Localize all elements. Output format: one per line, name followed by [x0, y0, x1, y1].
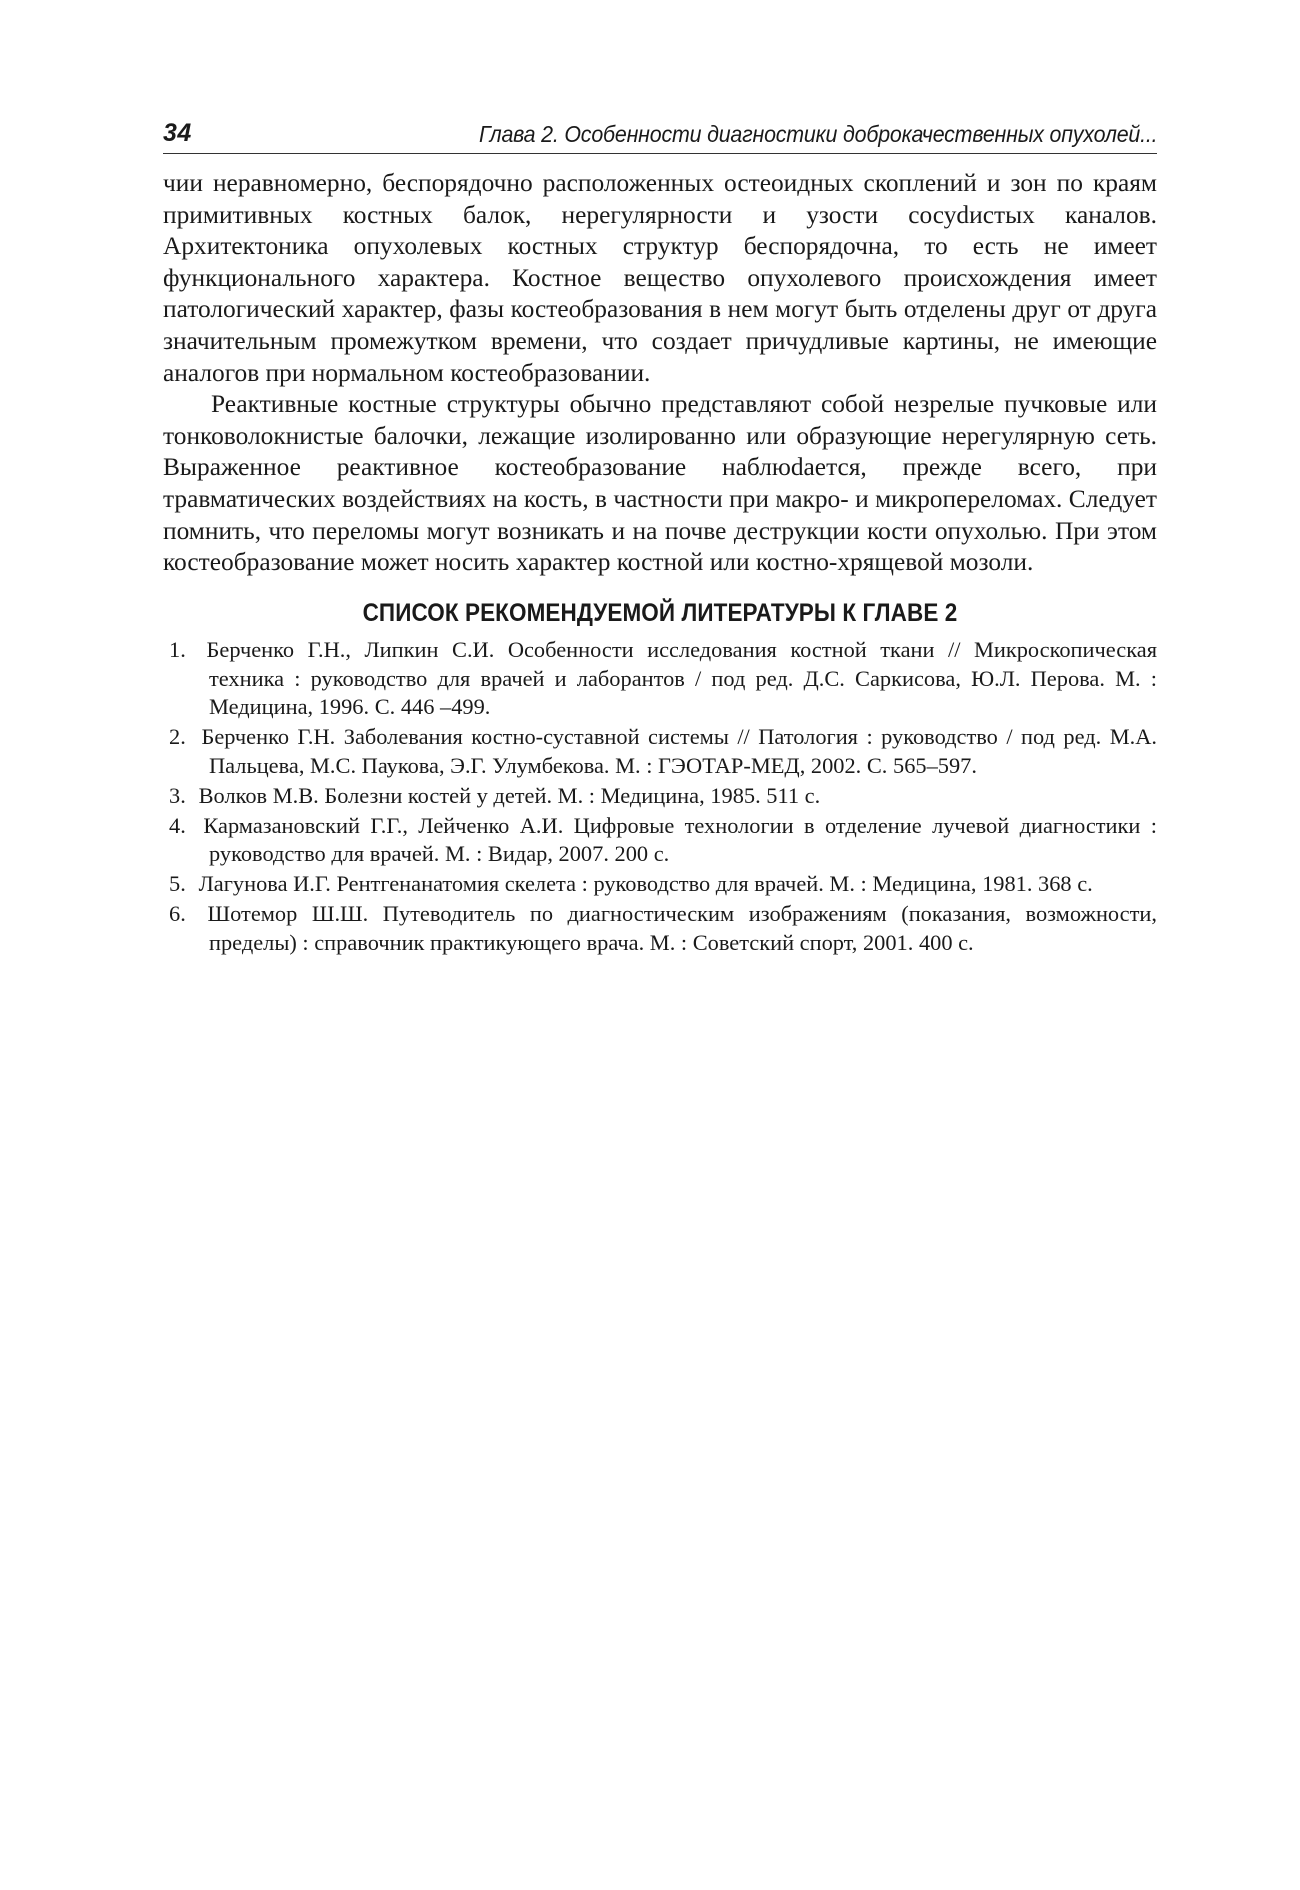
reference-number: 1. [169, 636, 186, 662]
reference-item [163, 812, 1157, 870]
paragraph-1: чии неравномерно, беспорядочно расположенных остеоидных скоплений и зон по краям примитивных костных балок, нерегулярности и узости сосуdистых каналов. Архитектоника опухолевых костных структур беспорядочна, то есть не имеет функционального характера. Костное вещество опухолевого происхождения имеет патологический характер, фазы костеобразования в нем могут быть отделены друг от друга значительным промежутком времени, что создает причудливые картины, не имеющие аналогов при нормальном костеобразовании. [163, 169, 1157, 387]
reference-number: 3. [169, 782, 186, 808]
reference-item [163, 636, 1157, 722]
reference-text: Берченко Г.Н. Заболевания костно-суставной системы // Патология : руководство / под ред. М.А. Пальцева, М.С. Паукова, Э.Г. Улумбекова. М. : ГЭОТАР-МЕД, 2002. С. 565–597. [201, 724, 1157, 778]
reference-item [163, 782, 1157, 811]
reference-text: Лагунова И.Г. Рентгенанатомия скелета : руководство для врачей. М. : Медицина, 1981. 368 с. [198, 871, 1093, 897]
chapter-title: Глава 2. Особенности диагностики доброкачественных опухолей... [478, 121, 1157, 147]
paragraph-2: Реактивные костные структуры обычно представляют собой незрелые пучковые или тонковолокнистые балочки, лежащие изолированно или образующие нерегулярную сеть. Выраженное реактивное костеобразование наблюdается, прежде всего, при травматических воздействиях на кость, в частности при макро- и микропереломах. Следует помнить, что переломы могут возникать и на почве деструкции кости опухолью. При этом костеобразование может носить характер костной или костно-хрящевой мозоли. [163, 390, 1157, 577]
reference-number: 2. [169, 724, 186, 750]
reference-number: 6. [169, 900, 186, 926]
reference-item [163, 870, 1157, 899]
page-number: 34 [163, 119, 192, 147]
reference-item [163, 900, 1157, 958]
reference-text: Кармазановский Г.Г., Лейченко А.И. Цифровые технологии в отделение лучевой диагностики : руководство для врачей. М. : Видар, 2007. 200 с. [203, 812, 1157, 867]
reference-number: 5. [169, 871, 186, 897]
book-page [163, 110, 1157, 958]
reference-number: 4. [169, 812, 186, 838]
reference-text: Волков М.В. Болезни костей у детей. М. : Медицина, 1985. 511 с. [198, 782, 821, 808]
body-text [163, 168, 1157, 579]
reference-item [163, 723, 1157, 781]
reference-list [163, 636, 1157, 958]
running-head [163, 110, 1157, 154]
reference-text: Шотемор Ш.Ш. Путеводитель по диагностическим изображениям (показания, возможности, пределы) : справочник практикующего врача. М. : Советский спорт, 2001. 400 с. [207, 900, 1157, 955]
section-heading: СПИСОК РЕКОМЕНДУЕМОЙ ЛИТЕРАТУРЫ К ГЛАВЕ 2 [362, 598, 958, 627]
reference-text: Берченко Г.Н., Липкин С.И. Особенности исследования костной ткани // Микроскопическая техника : руководство для врачей и лаборантов / под ред. Д.С. Саркисова, Ю.Л. Перова. М. : Медицина, 1996. С. 446 –499. [206, 636, 1157, 720]
